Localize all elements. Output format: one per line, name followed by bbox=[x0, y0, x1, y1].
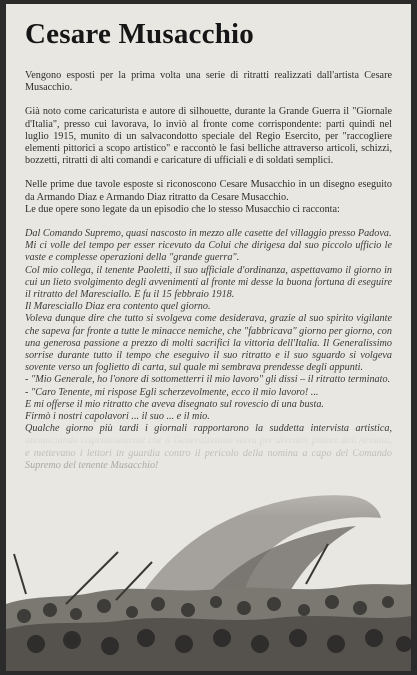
plates-paragraph: Nelle prime due tavole esposte si riconoscono Cesare Musacchio in un disegno eseguito da Armando Diaz e Armando Diaz ritratto da Cesare Musacchio. bbox=[25, 179, 392, 203]
quote-line: E mi offerse il mio ritratto che aveva disegnato sul rovescio di una busta. bbox=[25, 398, 324, 410]
biography-paragraph: Già noto come caricaturista e autore di silhouette, durante la Grande Guerra il "Giornale d'Italia", presso cui lavorava, lo inviò al fronte come corrispondente: parti quindi nel luglio 1915, munito di un salvacondotto speciale del Regio Esercito, per "raccogliere elementi pittorici a scopo artistico" e raccontò le fasi belliche attraverso articoli, schizzi, bozzetti, ritratti di alti comandi e caricature di ufficiali e di soldati semplici. bbox=[25, 106, 392, 167]
quote-line: Mi ci volle del tempo per esser ricevuto da Colui che dirigesa dal suo piccolo ufficio le vaste e complesse operazioni della "grande guerra". bbox=[25, 240, 392, 264]
quote-line: - "Caro Tenente, mi rispose Egli scherzevolmente, ecco il mio lavoro! ... bbox=[25, 386, 319, 398]
quote-line: Voleva dunque dire che tutto si svolgeva come desiderava, grazie al suo spirito vigilante che sapeva far fronte a tutte le minacce nemiche, che "fabbricava" giorno per giorno, con una generosa passione a prezzo di molti sacrifici la vittoria dell'Italia. Il Generalissimo sorrise durante tutto il tempo che eseguivo il suo ritratto e il suo sguardo si volgeva sovente verso un foglietto di carta, sul quale mi sembrava prendesse degli appunti. bbox=[25, 313, 392, 374]
quote-line: Il Maresciallo Diaz era contento quel giorno. bbox=[25, 301, 211, 313]
page-title: Cesare Musacchio bbox=[25, 18, 254, 50]
exhibit-panel bbox=[6, 4, 411, 671]
panel-body bbox=[25, 70, 392, 472]
quote-line: Qualche giorno più tardi i giornali rapportarono la suddetta intervista artistica, bbox=[25, 423, 392, 435]
soldiers-illustration bbox=[6, 434, 411, 671]
story-intro-paragraph: Le due opere sono legate da un episodio che lo stesso Musacchio ci racconta: bbox=[25, 203, 340, 215]
quote-line: Dal Comando Supremo, quasi nascosto in mezzo alle casette del villaggio presso Padova. bbox=[25, 228, 392, 240]
quote-line: Firmò i nostri capolavori ... il suo ... e il mio. bbox=[25, 411, 210, 423]
quote-line: Col mio collega, il tenente Paoletti, il suo ufficiale d'ordinanza, aspettavamo il giorno in cui un lieto svolgimento degli avvenimenti al fronte mi desse la buona fortuna di eseguire il ritratto del Maresciallo. E fu il 15 febbraio 1918. bbox=[25, 264, 392, 301]
quote-line: - "Mio Generale, ho l'onore di sottometterri il mio lavoro" gli dissi – il ritratto terminato. bbox=[25, 374, 391, 386]
intro-paragraph: Vengono esposti per la prima volta una serie di ritratti realizzati dall'artista Cesare Musacchio. bbox=[25, 70, 392, 94]
